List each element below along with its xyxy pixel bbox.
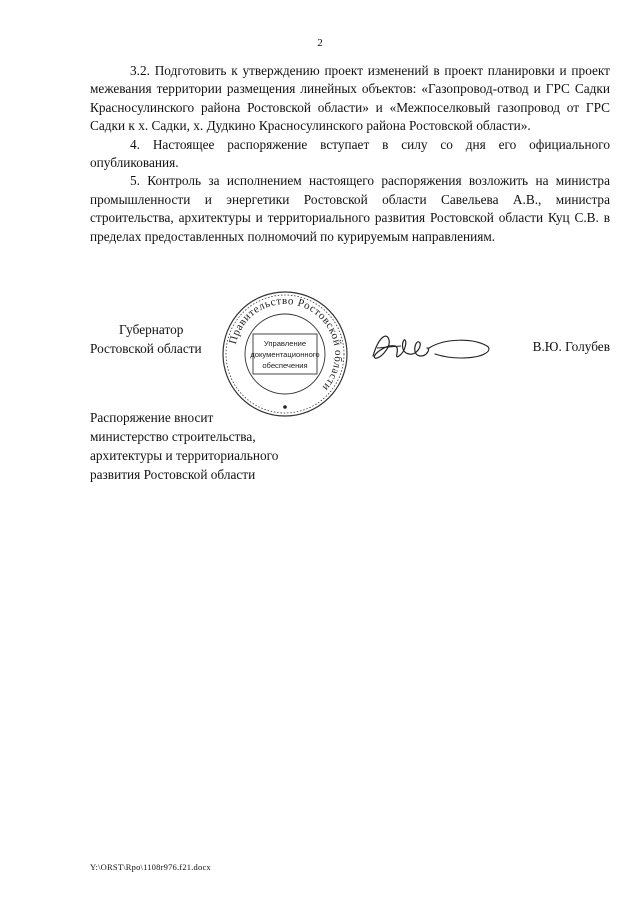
signatory-title-line1: Губернатор: [119, 322, 184, 337]
signature-block: [90, 290, 610, 425]
seal-center-line2: документационного: [250, 350, 320, 359]
issuer-line: развития Ростовской области: [90, 467, 256, 482]
handwritten-signature-icon: [365, 326, 495, 370]
issuer-line: министерство строительства,: [90, 429, 256, 444]
page-number: 2: [317, 37, 323, 49]
signatory-title-line2: Ростовской области: [90, 341, 202, 356]
seal-center-line3: обеспечения: [262, 361, 308, 370]
signatory-title: [90, 320, 202, 358]
paragraph-5: 5. Контроль за исполнением настоящего распоряжения возложить на министра промышленности и энергетики Ростовской области Савельева А.В., министра строительства, архитектуры и территориального развития Ростовской области Куц С.В. в пределах предоставленных полномочий по курируемым направлениям.: [90, 173, 610, 244]
seal-ring-text: Правительство Ростовской области: [227, 294, 345, 394]
seal-center-line1: Управление: [263, 339, 307, 348]
issuer-line: архитектуры и территориального: [90, 448, 279, 463]
issuer-line: Распоряжение вносит: [90, 410, 214, 425]
footer-file-path: Y:\ORST\Rpo\1108r976.f21.docx: [90, 862, 211, 872]
signatory-name: В.Ю. Голубев: [532, 339, 610, 354]
paragraph-4: 4. Настоящее распоряжение вступает в силу со дня его официального опубликования.: [90, 136, 610, 171]
official-seal-icon: [221, 290, 349, 418]
paragraph-3-2: 3.2. Подготовить к утверждению проект изменений в проект планировки и проект межевания территории размещения линейных объектов: «Газопровод-отвод и ГРС Садки Красносулинского района Ростовской области» и «Межпоселковый газопровод от ГРС Садки к х. Садки, х. Дудкино Красносулинского района Ростовской области».: [90, 63, 610, 134]
issuer-note: [90, 408, 350, 484]
document-body: [90, 62, 610, 246]
